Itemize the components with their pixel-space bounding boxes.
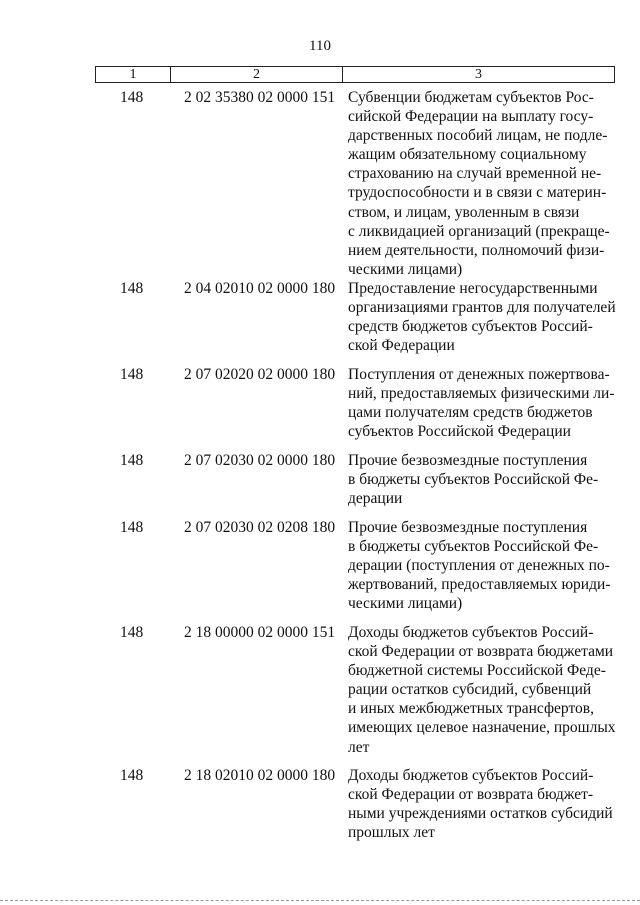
table-body: [0, 88, 640, 846]
description-line: средств бюджетов субъектов Россий-: [348, 318, 593, 336]
budget-classification-code: 2 04 02010 02 0000 180: [184, 280, 336, 297]
description-line: с ликвидацией организаций (прекраще-: [348, 222, 610, 240]
income-description: [348, 518, 616, 613]
description-line: Субвенции бюджетам субъектов Рос-: [348, 89, 594, 106]
description-line: рации остатков субсидий, субвенций: [348, 681, 592, 699]
description-line: ческими лицами): [348, 260, 463, 278]
budget-classification-code: 2 07 02030 02 0000 180: [184, 452, 336, 469]
budget-classification-code: 2 02 35380 02 0000 151: [184, 89, 336, 106]
description-line: ством, и лицам, уволенным в связи: [348, 203, 580, 221]
table-row: [0, 365, 640, 451]
admin-code: 148: [120, 366, 144, 383]
description-line: субъектов Российской Федерации: [348, 423, 571, 441]
description-line: ными учреждениями остатков субсидий: [348, 805, 613, 823]
income-description: [348, 88, 616, 279]
income-description: [348, 279, 616, 355]
column-header-1: 1: [96, 67, 171, 82]
description-line: ской Федерации от возврата бюджетами: [348, 643, 614, 661]
description-line: Предоставление негосударственными: [348, 280, 598, 297]
income-description: [348, 451, 616, 508]
description-line: ской Федерации от возврата бюджет-: [348, 786, 594, 804]
budget-classification-code: 2 07 02020 02 0000 180: [184, 366, 336, 383]
admin-code: 148: [120, 280, 144, 297]
description-line: ний, предоставляемых физическими ли-: [348, 385, 615, 403]
page-bottom-edge: [0, 900, 640, 901]
description-line: организациями грантов для получателей: [348, 299, 616, 317]
income-description: [348, 766, 616, 842]
table-row: [0, 518, 640, 623]
description-line: нием деятельности, полномочий физи-: [348, 241, 605, 259]
table-row: [0, 451, 640, 518]
table-header: [95, 66, 615, 83]
budget-classification-code: 2 18 02010 02 0000 180: [184, 767, 336, 784]
description-line: жащим обязательному социальному: [348, 146, 587, 164]
description-line: жертвований, предоставляемых юриди-: [348, 576, 611, 594]
table-row: [0, 623, 640, 766]
description-line: дерации: [348, 490, 403, 508]
page-number: 110: [309, 38, 331, 54]
description-line: бюджетной системы Российской Феде-: [348, 662, 606, 680]
description-line: в бюджеты субъектов Российской Фе-: [348, 471, 599, 489]
description-line: трудоспособности и в связи с материн-: [348, 184, 607, 202]
column-header-2: 2: [171, 67, 343, 82]
description-line: в бюджеты субъектов Российской Фе-: [348, 538, 599, 556]
description-line: и иных межбюджетных трансфертов,: [348, 700, 594, 718]
description-line: ческими лицами): [348, 595, 463, 613]
description-line: имеющих целевое назначение, прошлых: [348, 719, 616, 737]
income-description: [348, 623, 616, 757]
admin-code: 148: [120, 452, 144, 469]
admin-code: 148: [120, 624, 144, 641]
admin-code: 148: [120, 519, 144, 536]
budget-classification-code: 2 18 00000 02 0000 151: [184, 624, 336, 641]
income-description: [348, 365, 616, 441]
description-line: цами получателям средств бюджетов: [348, 404, 593, 422]
description-line: прошлых лет: [348, 824, 435, 842]
description-line: лет: [348, 738, 370, 756]
description-line: дерации (поступления от денежных по-: [348, 557, 610, 575]
admin-code: 148: [120, 767, 144, 784]
description-line: Поступления от денежных пожертвова-: [348, 366, 610, 383]
table-row: [0, 88, 640, 279]
table-row: [0, 279, 640, 365]
description-line: страхованию на случай временной не-: [348, 165, 602, 183]
column-header-3: 3: [475, 67, 482, 82]
budget-classification-code: 2 07 02030 02 0208 180: [184, 519, 336, 536]
admin-code: 148: [120, 89, 144, 106]
description-line: сийской Федерации на выплату госу-: [348, 108, 594, 126]
description-line: Прочие безвозмездные поступления: [348, 452, 588, 469]
description-line: Доходы бюджетов субъектов Россий-: [348, 767, 594, 784]
description-line: ской Федерации: [348, 337, 455, 355]
description-line: Доходы бюджетов субъектов Россий-: [348, 624, 594, 641]
description-line: Прочие безвозмездные поступления: [348, 519, 588, 536]
table-row: [0, 766, 640, 846]
description-line: дарственных пособий лицам, не подле-: [348, 127, 608, 145]
